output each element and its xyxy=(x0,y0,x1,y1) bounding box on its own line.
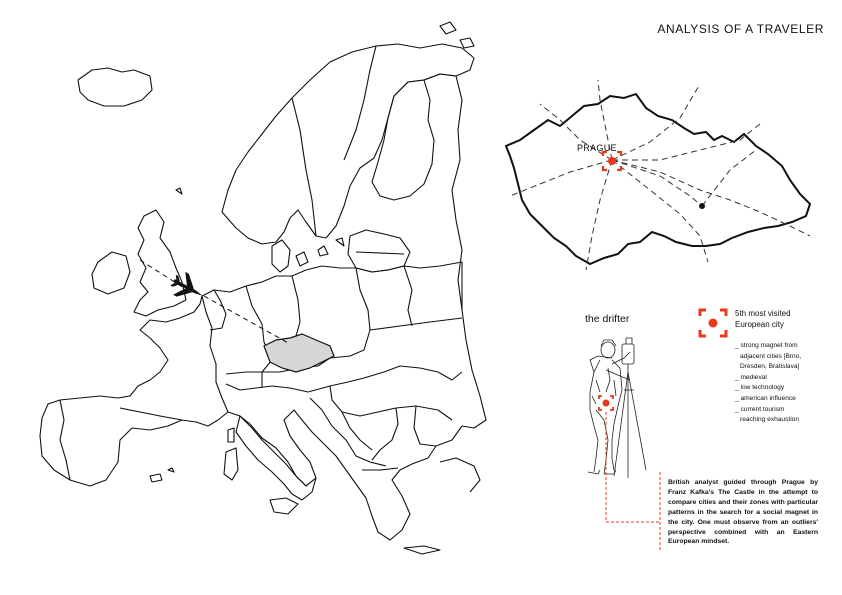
attribute-item: _ american influence xyxy=(735,394,796,402)
prague-label: PRAGUE xyxy=(577,143,617,153)
attribute-item: _ strong magnet from xyxy=(735,342,798,349)
attribute-item: _ low technology xyxy=(735,384,785,392)
magnet-title-line: 5th most visited xyxy=(735,309,791,318)
drifter-label: the drifter xyxy=(585,313,630,325)
attribute-item: Dresden, Bratislava] xyxy=(740,363,800,371)
description-paragraph: British analyst guided through Prague by Franz Kafka's The Castle in the attempt to compare cities and their zones with particular patterns in the search for a social magnet in the city. One must observe from an outliers' perspective combined with an Eastern European mindset. xyxy=(668,479,818,546)
magnet-title-line: European city xyxy=(735,319,784,329)
attribute-item: reaching exhaustion xyxy=(740,416,800,424)
figure-target-marker-icon xyxy=(599,396,613,410)
page-title: ANALYSIS OF A TRAVELER xyxy=(657,22,824,36)
attribute-item: _ medieval xyxy=(735,373,767,381)
leader-line xyxy=(606,412,660,522)
magnet-title xyxy=(735,309,835,330)
surveyor-drawing xyxy=(588,338,646,478)
attribute-list xyxy=(735,341,840,426)
attribute-item: _ current tourism xyxy=(735,405,785,413)
magnet-marker-icon xyxy=(700,310,726,336)
attribute-item: adjacent cities [Brno, xyxy=(740,352,802,360)
